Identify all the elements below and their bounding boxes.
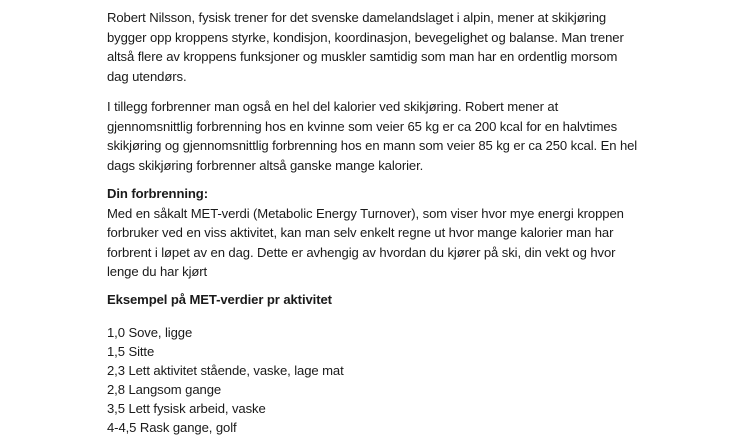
list-item: 4-4,5 Rask gange, golf: [107, 420, 237, 435]
paragraph-calories: I tillegg forbrenner man også en hel del kalorier ved skikjøring. Robert mener at gjennomsnittlig forbrenning hos en kvinne som veier 65 kg er ca 200 kcal for en halvtimes skikjøring og gjennomsnittlig forbrenning hos en mann som veier 85 kg er ca 250 kcal. En hel dags skikjøring forbrenner altså ganske mange kalorier.: [107, 99, 638, 173]
list-item: 2,3 Lett aktivitet stående, vaske, lage mat: [107, 363, 344, 378]
list-item: 2,8 Langsom gange: [107, 382, 222, 397]
document-page: [107, 8, 642, 437]
section-heading: Din forbrenning:: [107, 186, 208, 201]
list-item: 1,5 Sitte: [107, 344, 155, 359]
paragraph-met: Med en såkalt MET-verdi (Metabolic Energy Turnover), som viser hvor mye energi kroppen forbruker ved en viss aktivitet, kan man selv enkelt regne ut hvor mange kalorier man har forbrent i løpet av en dag. Dette er avhengig av hvordan du kjører på ski, din vekt og hvor lenge du har kjørt: [107, 205, 624, 279]
list-heading: Eksempel på MET-verdier pr aktivitet: [107, 291, 332, 307]
list-item: 1,0 Sove, ligge: [107, 325, 193, 340]
met-value-list: [107, 323, 642, 437]
paragraph-intro: Robert Nilsson, fysisk trener for det svenske damelandslaget i alpin, mener at skikjøring bygger opp kroppens styrke, kondisjon, koordinasjon, bevegelighet og balanse. Man trener altså flere av kroppens funksjoner og muskler samtidig som man har en ordentlig morsom dag utendørs.: [107, 10, 624, 84]
list-item: 3,5 Lett fysisk arbeid, vaske: [107, 401, 266, 416]
